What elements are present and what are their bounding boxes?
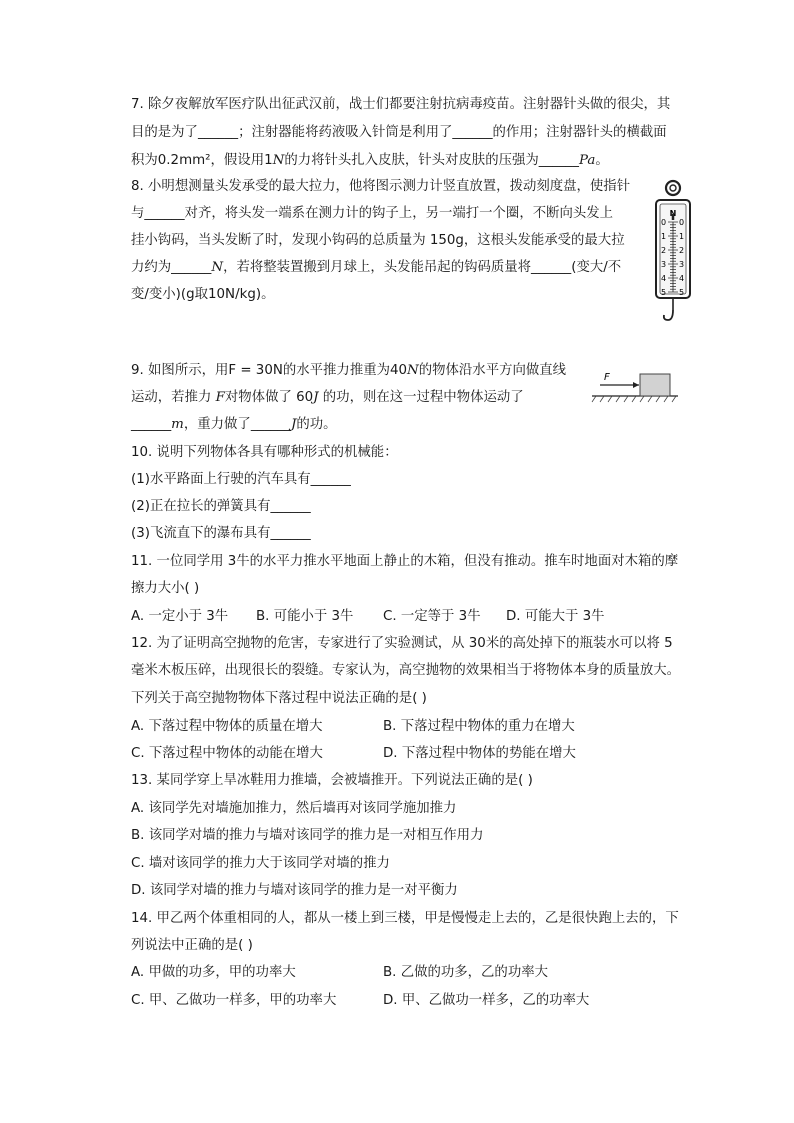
- q12-option-c: C. 下落过程中物体的动能在增大: [131, 746, 323, 761]
- q11-option-b: B. 可能小于 3牛: [256, 609, 354, 624]
- scale-left-number: 5: [661, 288, 667, 297]
- q9-text: 的物体沿水平方向做直线: [418, 363, 567, 378]
- q10-line-3: (2)正在拉长的弹簧具有______: [131, 499, 311, 514]
- q13-option-d: D. 该同学对墙的推力与墙对该同学的推力是一对平衡力: [131, 883, 458, 898]
- q8-line-3: 挂小钩码，当头发断了时，发现小钩码的总质量为 150g，这根头发能承受的最大拉: [131, 233, 625, 248]
- q10-line-1: 10. 说明下列物体各具有哪种形式的机械能：: [131, 445, 398, 460]
- q11-option-c: C. 一定等于 3牛: [383, 609, 481, 624]
- q8-line-2: 与______对齐，将头发一端系在测力计的钩子上，另一端打一个圈，不断向头发上: [131, 206, 614, 221]
- q9-line-1: [131, 362, 566, 380]
- q11-line-2: 擦力大小( ): [131, 581, 200, 596]
- q9-text: ______: [131, 417, 172, 432]
- q11-option-a: A. 一定小于 3牛: [131, 609, 229, 624]
- q13-option-a: A. 该同学先对墙施加推力，然后墙再对该同学施加推力: [131, 801, 457, 816]
- q7-line-1: 7. 除夕夜解放军医疗队出征武汉前，战士们都要注射抗病毒疫苗。注射器针头做的很尖，其: [131, 97, 671, 112]
- unit-n: N: [211, 260, 224, 275]
- q11-line-1: 11. 一位同学用 3牛的水平力推水平地面上静止的木箱，但没有推动。推车时地面对木箱的摩: [131, 554, 679, 569]
- q12-line-2: 毫米木板压碎，出现很长的裂缝。专家认为，高空抛物的效果相当于将物体本身的质量放大。: [131, 663, 681, 678]
- q8-text: 力约为______: [131, 260, 212, 275]
- unit-n: N: [272, 153, 285, 168]
- unit-j: J: [291, 417, 297, 432]
- push-force-figure: [590, 366, 680, 406]
- q13-line-1: 13. 某同学穿上旱冰鞋用力推墙，会被墙推开。下列说法正确的是( ): [131, 773, 533, 788]
- q13-option-c: C. 墙对该同学的推力大于该同学对墙的推力: [131, 856, 390, 871]
- q9-text: 运动，若推力: [131, 390, 216, 405]
- q9-text: 的功。: [296, 417, 337, 432]
- q12-line-3: 下列关于高空抛物物体下落过程中说法正确的是( ): [131, 691, 427, 706]
- q7-line-2: 目的是为了______；注射器能将药液吸入针筒是利用了______的作用；注射器针头的横截面: [131, 125, 667, 140]
- scale-left-number: 1: [661, 232, 667, 241]
- q9-text: ，重力做了______: [183, 417, 291, 432]
- unit-j: J: [313, 390, 319, 405]
- scale-right-number: 2: [679, 246, 685, 255]
- q14-line-1: 14. 甲乙两个体重相同的人，都从一楼上到三楼，甲是慢慢走上去的，乙是很快跑上去的，下: [131, 911, 679, 926]
- q9-text: 的功，则在这一过程中物体运动了: [318, 390, 524, 405]
- unit-pa: Pa: [578, 153, 596, 168]
- q7-line-3: [131, 152, 609, 170]
- scale-right-number: 1: [679, 232, 685, 241]
- q14-option-d: D. 甲、乙做功一样多，乙的功率大: [383, 993, 590, 1008]
- scale-left-number: 4: [661, 274, 667, 283]
- q9-text: 9. 如图所示，用F = 30N的水平推力推重为40: [131, 363, 408, 378]
- q14-option-c: C. 甲、乙做功一样多，甲的功率大: [131, 993, 337, 1008]
- scale-right-number: 4: [679, 274, 685, 283]
- q7-text: 。: [595, 153, 609, 168]
- q7-text: 的力将针头扎入皮肤，针头对皮肤的压强为______: [284, 153, 579, 168]
- q12-option-d: D. 下落过程中物体的势能在增大: [383, 746, 576, 761]
- force-label: F: [604, 372, 610, 383]
- unit-m: m: [171, 417, 184, 432]
- scale-left-number: 2: [661, 246, 667, 255]
- q12-option-b: B. 下落过程中物体的重力在增大: [383, 719, 575, 734]
- q10-line-2: (1)水平路面上行驶的汽车具有______: [131, 472, 351, 487]
- q8-line-5: 变/变小)(g取10N/kg)。: [131, 287, 275, 302]
- q8-text: ，若将整装置搬到月球上，头发能吊起的钩码质量将______(变大/不: [223, 260, 622, 275]
- q7-text: 积为0.2mm²，假设用1: [131, 153, 273, 168]
- scale-left-number: 3: [661, 260, 667, 269]
- unit-n: N: [407, 363, 419, 378]
- q13-option-b: B. 该同学对墙的推力与墙对该同学的推力是一对相互作用力: [131, 828, 484, 843]
- q14-line-2: 列说法中正确的是( ): [131, 938, 253, 953]
- q12-option-a: A. 下落过程中物体的质量在增大: [131, 719, 323, 734]
- spring-scale-figure: [648, 178, 698, 328]
- q8-line-1: 8. 小明想测量头发承受的最大拉力，他将图示测力计竖直放置，拨动刻度盘，使指针: [131, 179, 631, 194]
- scale-right-number: 0: [679, 218, 685, 227]
- q9-line-2: [131, 389, 524, 407]
- q9-text: 对物体做了 60: [224, 390, 314, 405]
- q11-option-d: D. 可能大于 3牛: [506, 609, 605, 624]
- q14-option-a: A. 甲做的功多，甲的功率大: [131, 965, 296, 980]
- scale-left-number: 0: [661, 218, 667, 227]
- scale-unit-label: N: [669, 209, 677, 218]
- scale-right-number: 3: [679, 260, 685, 269]
- scale-right-number: 5: [679, 288, 685, 297]
- q10-line-4: (3)飞流直下的瀑布具有______: [131, 526, 311, 541]
- q8-line-4: [131, 259, 621, 277]
- q14-option-b: B. 乙做的功多，乙的功率大: [383, 965, 548, 980]
- q9-line-3: [131, 416, 337, 434]
- q12-line-1: 12. 为了证明高空抛物的危害，专家进行了实验测试，从 30米的高处掉下的瓶装水可以将 5: [131, 636, 673, 651]
- force-symbol: F: [215, 390, 225, 405]
